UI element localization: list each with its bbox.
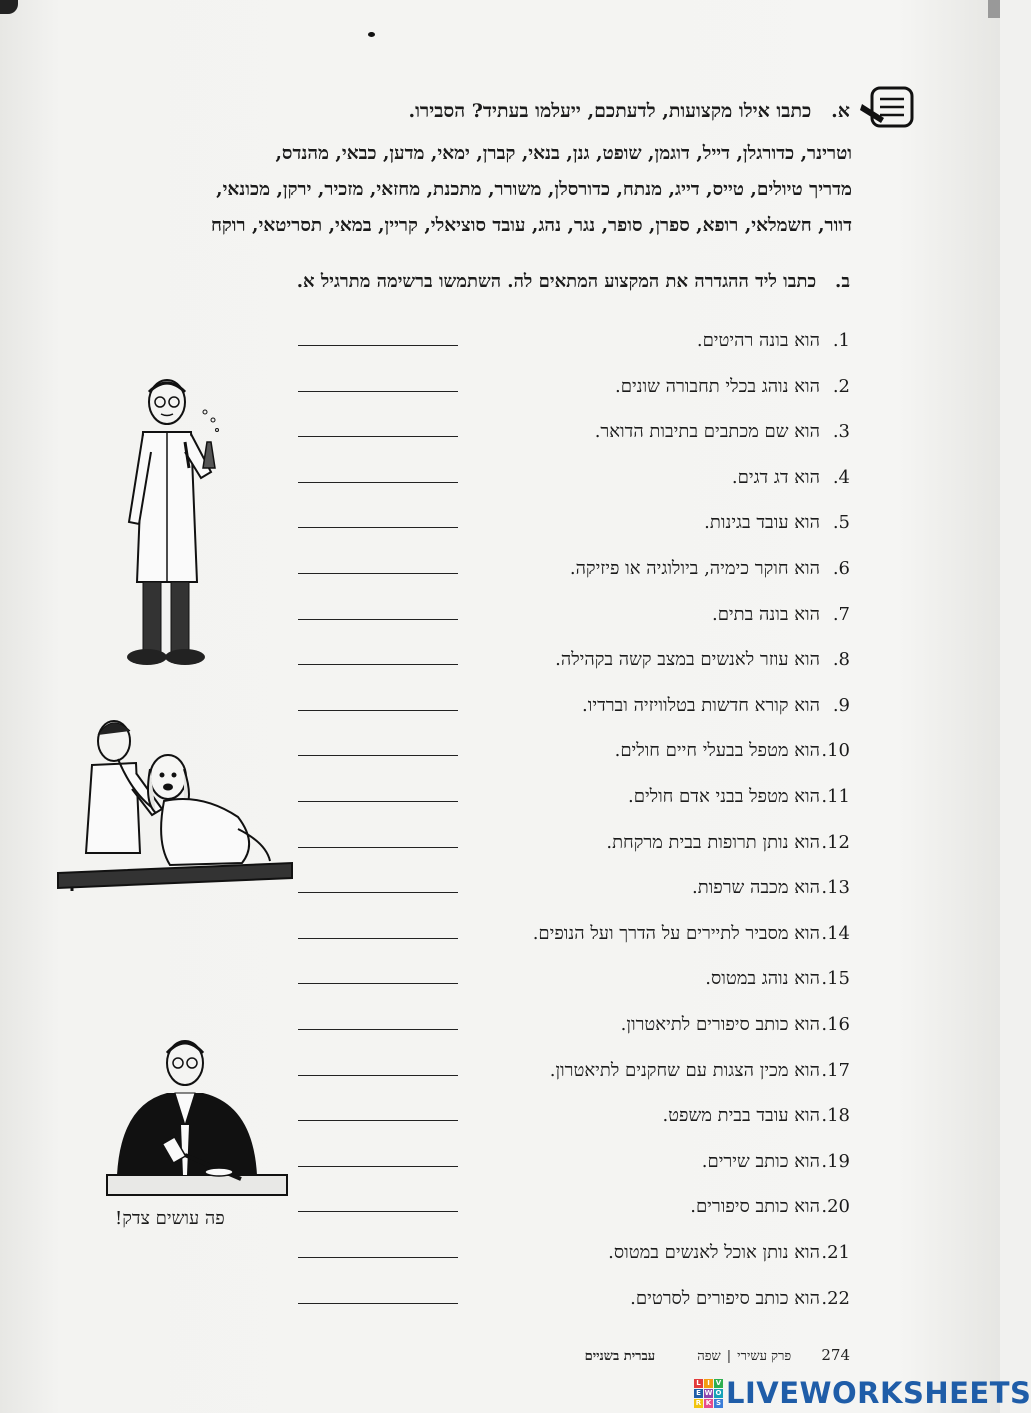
item-text: הוא שם מכתבים בתיבות הדואר.	[594, 421, 820, 443]
definition-item	[692, 877, 850, 898]
logo-letter-square: W	[704, 1388, 713, 1397]
item-number: 1.	[832, 330, 850, 351]
definition-item	[662, 1105, 850, 1126]
item-text: הוא מכין הצגות עם שחקנים לתיאטרון.	[549, 1059, 820, 1081]
item-text: הוא נוהג במטוס.	[705, 968, 820, 990]
item-number: 19.	[821, 1150, 850, 1172]
answer-blank-line[interactable]	[298, 436, 458, 437]
definition-item	[697, 330, 850, 351]
answer-blank-line[interactable]	[298, 847, 458, 848]
answer-blank-line[interactable]	[298, 1257, 458, 1258]
item-number: 12.	[821, 831, 850, 853]
item-number: 22.	[821, 1287, 850, 1309]
notebook-pencil-icon	[858, 84, 916, 130]
item-number: 21.	[821, 1242, 850, 1263]
logo-letter-square: I	[704, 1379, 713, 1388]
item-number: 5.	[832, 512, 850, 534]
definition-item	[712, 604, 850, 625]
section-a-heading	[408, 100, 850, 123]
professions-line: מדריך טיולים, טייס, דייג, מנתח, כדורסלן, משורר, מתכנת, מחזאי, מזכיר, ירקן, מכונאי,	[216, 179, 852, 200]
item-number: 14.	[821, 922, 850, 944]
definition-item	[606, 832, 850, 853]
definition-item	[533, 923, 850, 944]
item-number: 7.	[832, 603, 850, 625]
definition-item	[582, 695, 850, 716]
item-text: הוא כותב סיפורים.	[690, 1196, 820, 1218]
definition-item	[704, 512, 850, 533]
scientist-illustration	[115, 372, 230, 670]
definition-item	[570, 558, 850, 579]
veterinarian-illustration	[52, 713, 297, 893]
item-text: הוא עוזר לאנשים במצב קשה בקהילה.	[555, 649, 820, 671]
answer-blank-line[interactable]	[298, 755, 458, 756]
answer-blank-line[interactable]	[298, 619, 458, 620]
logo-letter-square: L	[694, 1379, 703, 1388]
chapter-label: פרק עשירי	[737, 1349, 792, 1364]
definition-item	[690, 1196, 850, 1217]
answer-blank-line[interactable]	[298, 983, 458, 984]
definition-item	[595, 421, 850, 442]
answer-blank-line[interactable]	[298, 1029, 458, 1030]
item-number: 15.	[821, 968, 850, 990]
section-b-letter: ב.	[835, 271, 850, 292]
section-b-heading	[297, 271, 850, 292]
item-number: 8.	[832, 649, 850, 671]
answer-blank-line[interactable]	[298, 482, 458, 483]
item-text: הוא כותב סיפורים לסרטים.	[630, 1287, 820, 1309]
answer-blank-line[interactable]	[298, 938, 458, 939]
judge-illustration	[107, 1035, 287, 1195]
definition-item	[732, 467, 850, 488]
answer-blank-line[interactable]	[298, 710, 458, 711]
logo-letter-square: S	[715, 1398, 722, 1407]
answer-blank-line[interactable]	[298, 345, 458, 346]
scan-corner-mark	[0, 0, 18, 14]
scan-dot	[368, 32, 375, 37]
logo-letter-square: E	[694, 1389, 703, 1398]
item-text: הוא נותן אוכל לאנשים במטוס.	[608, 1242, 820, 1263]
item-number: 13.	[821, 877, 850, 899]
item-number: 9.	[832, 694, 850, 716]
item-number: 2.	[832, 375, 850, 397]
item-text: הוא בונה רהיטים.	[696, 330, 820, 351]
answer-blank-line[interactable]	[298, 664, 458, 665]
page-footer	[585, 1346, 850, 1364]
topic-label: שפה	[697, 1349, 721, 1364]
definition-item	[555, 649, 850, 670]
definition-item	[702, 1151, 850, 1172]
section-b-instruction: כתבו ליד ההגדרה את המקצוע המתאים לה. השתמשו ברשימה מתרגיל א.	[296, 271, 817, 292]
page-number: 274	[821, 1346, 850, 1364]
item-text: הוא כותב סיפורים לתיאטרון.	[620, 1014, 820, 1035]
definition-item	[628, 786, 850, 807]
definition-item	[630, 1288, 850, 1309]
liveworksheets-wordmark: LIVEWORKSHEETS	[726, 1376, 1031, 1410]
item-number: 3.	[832, 421, 850, 443]
item-text: הוא נוהג בכלי תחבורה שונים.	[615, 375, 820, 397]
section-a-letter: א.	[831, 100, 850, 122]
item-text: הוא עובד בגינות.	[704, 512, 820, 534]
scan-edge-mark	[988, 0, 1000, 18]
professions-line: וטרינר, כדורגלן, דייל, דוגמן, שופט, גנן, בנאי, קברן, ימאי, מדען, כבאי, מהנדס,	[275, 143, 852, 164]
book-title: עברית בשניים	[584, 1349, 656, 1364]
item-text: הוא קורא חדשות בטלוויזיה וברדיו.	[582, 694, 820, 716]
answer-blank-line[interactable]	[298, 892, 458, 893]
item-text: הוא נותן תרופות בבית מרקחת.	[606, 831, 820, 853]
answer-blank-line[interactable]	[298, 1120, 458, 1121]
item-text: הוא מכבה שרפות.	[691, 877, 820, 899]
item-number: 18.	[821, 1105, 850, 1127]
logo-letter-square: K	[705, 1398, 712, 1407]
item-text: הוא מטפל בבעלי חיים חולים.	[614, 740, 820, 762]
answer-blank-line[interactable]	[298, 391, 458, 392]
item-text: הוא מסביר לתיירים על הדרך ועל הנופים.	[532, 922, 820, 944]
item-number: 6.	[832, 558, 850, 579]
answer-blank-line[interactable]	[298, 1075, 458, 1076]
answer-blank-line[interactable]	[298, 1303, 458, 1304]
judge-caption: פה עושים צדק!	[115, 1208, 225, 1229]
item-number: 4.	[832, 466, 850, 488]
item-number: 16.	[821, 1014, 850, 1035]
item-text: הוא מטפל בבני אדם חולים.	[627, 786, 820, 807]
section-a-instruction: כתבו אילו מקצועות, לדעתכם, ייעלמו בעתיד? הסבירו.	[408, 100, 812, 122]
item-text: הוא חוקר כימיה, ביולוגיה או פיזיקה.	[569, 558, 820, 579]
answer-blank-line[interactable]	[298, 1166, 458, 1167]
liveworksheets-logo[interactable]	[694, 1376, 1031, 1410]
definition-item	[615, 376, 850, 397]
answer-blank-line[interactable]	[298, 1211, 458, 1212]
definition-item	[705, 968, 850, 989]
item-number: 10.	[821, 740, 850, 762]
answer-blank-line[interactable]	[298, 573, 458, 574]
liveworksheets-logo-icon	[694, 1379, 723, 1408]
footer-separator: |	[726, 1349, 732, 1364]
answer-blank-line[interactable]	[298, 527, 458, 528]
logo-letter-square: O	[715, 1388, 722, 1397]
logo-letter-square: V	[715, 1378, 722, 1387]
item-text: הוא דג דגים.	[731, 466, 820, 488]
definition-item	[550, 1060, 850, 1081]
professions-list	[78, 136, 852, 244]
professions-line: דוור, חשמלאי, רופא, ספרן, סופר, נגר, נהג, עובד סוציאלי, קריין, במאי, תסריטאי, רוקח	[210, 215, 852, 236]
item-number: 17.	[821, 1059, 850, 1081]
item-text: הוא עובד בבית משפט.	[662, 1105, 820, 1127]
definition-item	[621, 1014, 850, 1035]
answer-blank-line[interactable]	[298, 801, 458, 802]
item-text: הוא בונה בתים.	[711, 603, 820, 625]
definition-item	[608, 1242, 850, 1263]
logo-letter-square: R	[695, 1398, 702, 1407]
item-number: 20.	[821, 1196, 850, 1218]
definition-item	[615, 740, 850, 761]
item-number: 11.	[821, 786, 850, 807]
item-text: הוא כותב שירים.	[701, 1150, 820, 1172]
